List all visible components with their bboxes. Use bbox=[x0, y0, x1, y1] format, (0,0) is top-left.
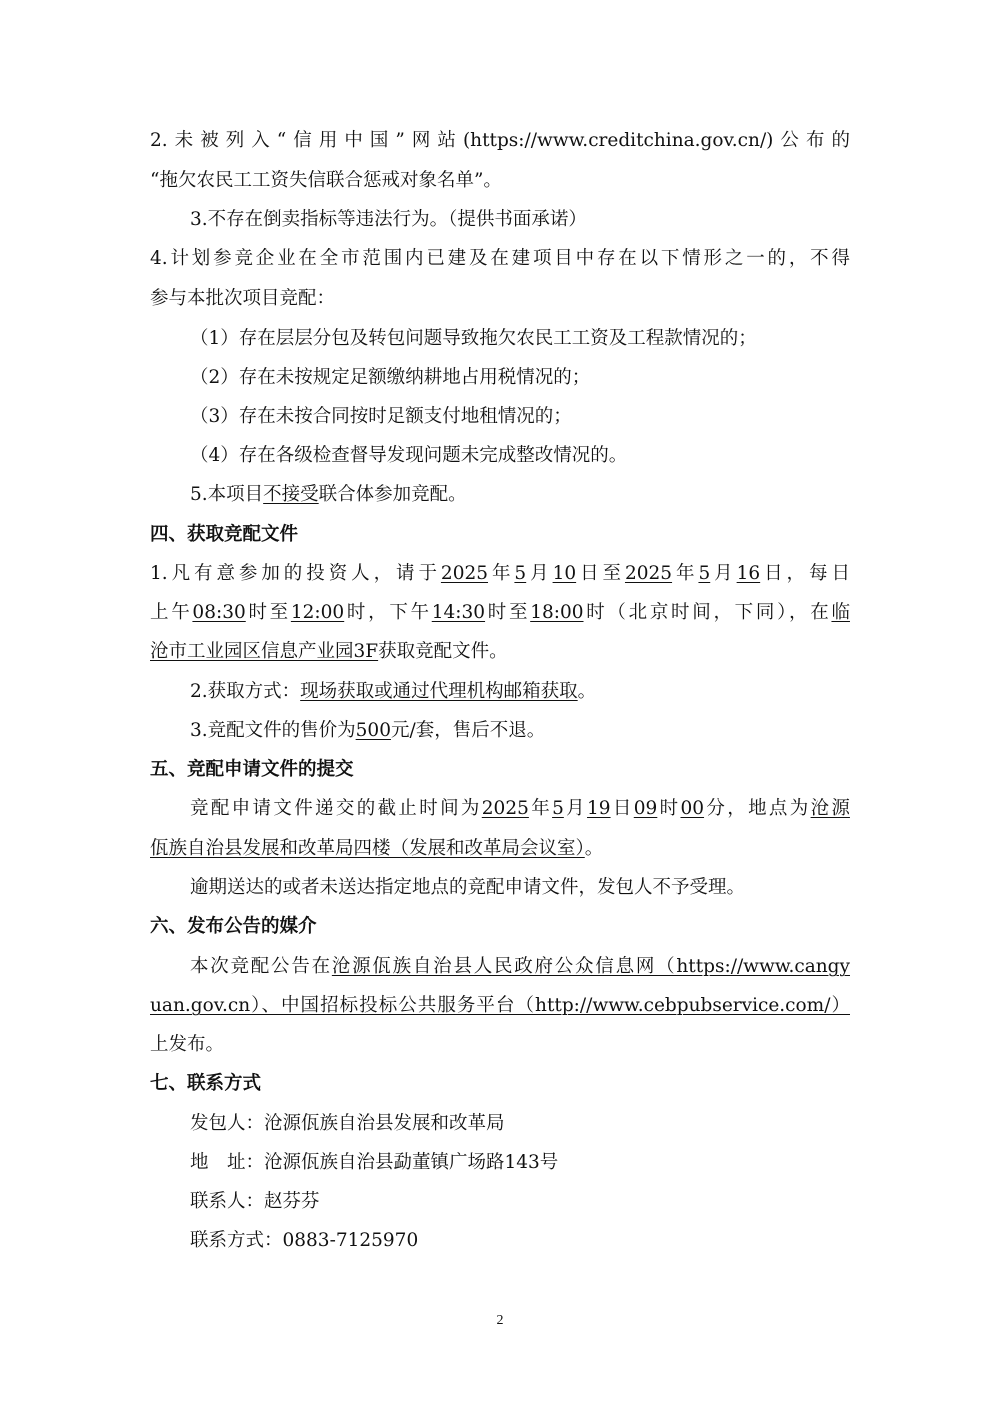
s4-line4: 2.获取方式：现场获取或通过代理机构邮箱获取。 bbox=[190, 681, 597, 702]
issuer: 发包人：沧源佤族自治县发展和改革局 bbox=[190, 1113, 505, 1134]
section-5-heading: 五、竞配申请文件的提交 bbox=[150, 759, 354, 780]
condition-1: （1）存在层层分包及转包问题导致拖欠农民工工资及工程款情况的； bbox=[190, 328, 757, 349]
s5-line3: 逾期送达的或者未送达指定地点的竞配申请文件，发包人不予受理。 bbox=[190, 877, 746, 898]
s6-line2: uan.gov.cn）、中国招标投标公共服务平台（http://www.cebpubservice.com/） bbox=[150, 995, 850, 1016]
contact-phone: 联系方式：0883-7125970 bbox=[190, 1230, 419, 1251]
s4-line5: 3.竞配文件的售价为500元/套，售后不退。 bbox=[190, 720, 546, 741]
s5-line2: 佤族自治县发展和改革局四楼（发展和改革局会议室）。 bbox=[150, 838, 604, 859]
s4-line2: 上午08:30时至12:00时，下午14:30时至18:00时（北京时间，下同），在临 bbox=[150, 602, 850, 623]
item4-line1: 4.计划参竞企业在全市范围内已建及在建项目中存在以下情形之一的，不得 bbox=[150, 248, 850, 269]
item5: 5.本项目不接受联合体参加竞配。 bbox=[190, 484, 467, 505]
section-6-heading: 六、发布公告的媒介 bbox=[150, 916, 317, 937]
item4-line2: 参与本批次项目竞配： bbox=[150, 288, 336, 309]
s6-line1: 本次竞配公告在沧源佤族自治县人民政府公众信息网（https://www.cangy bbox=[190, 956, 850, 977]
condition-2: （2）存在未按规定足额缴纳耕地占用税情况的； bbox=[190, 367, 591, 388]
s4-line1: 1.凡有意参加的投资人，请于2025年5月10日至2025年5月16日，每日 bbox=[150, 563, 850, 584]
contact-person: 联系人：赵芬芬 bbox=[190, 1191, 320, 1212]
s5-line1: 竞配申请文件递交的截止时间为2025年5月19日09时00分，地点为沧源 bbox=[190, 798, 850, 819]
address: 地 址：沧源佤族自治县勐董镇广场路143号 bbox=[190, 1152, 559, 1173]
section-4-heading: 四、获取竞配文件 bbox=[150, 524, 299, 545]
item3: 3.不存在倒卖指标等违法行为。（提供书面承诺） bbox=[190, 209, 587, 230]
s6-line3: 上发布。 bbox=[150, 1034, 225, 1055]
item2-line2: “拖欠农民工工资失信联合惩戒对象名单”。 bbox=[150, 170, 502, 191]
s4-line3: 沧市工业园区信息产业园3F获取竞配文件。 bbox=[150, 641, 508, 662]
page-number: 2 bbox=[496, 1313, 504, 1328]
item2-line1: 2.未被列入“信用中国”网站(https://www.creditchina.gov.cn/)公布的 bbox=[150, 130, 850, 151]
section-7-heading: 七、联系方式 bbox=[150, 1073, 262, 1094]
condition-3: （3）存在未按合同按时足额支付地租情况的； bbox=[190, 406, 572, 427]
condition-4: （4）存在各级检查督导发现问题未完成整改情况的。 bbox=[190, 445, 628, 466]
item5-underlined: 不接受 bbox=[263, 484, 319, 505]
